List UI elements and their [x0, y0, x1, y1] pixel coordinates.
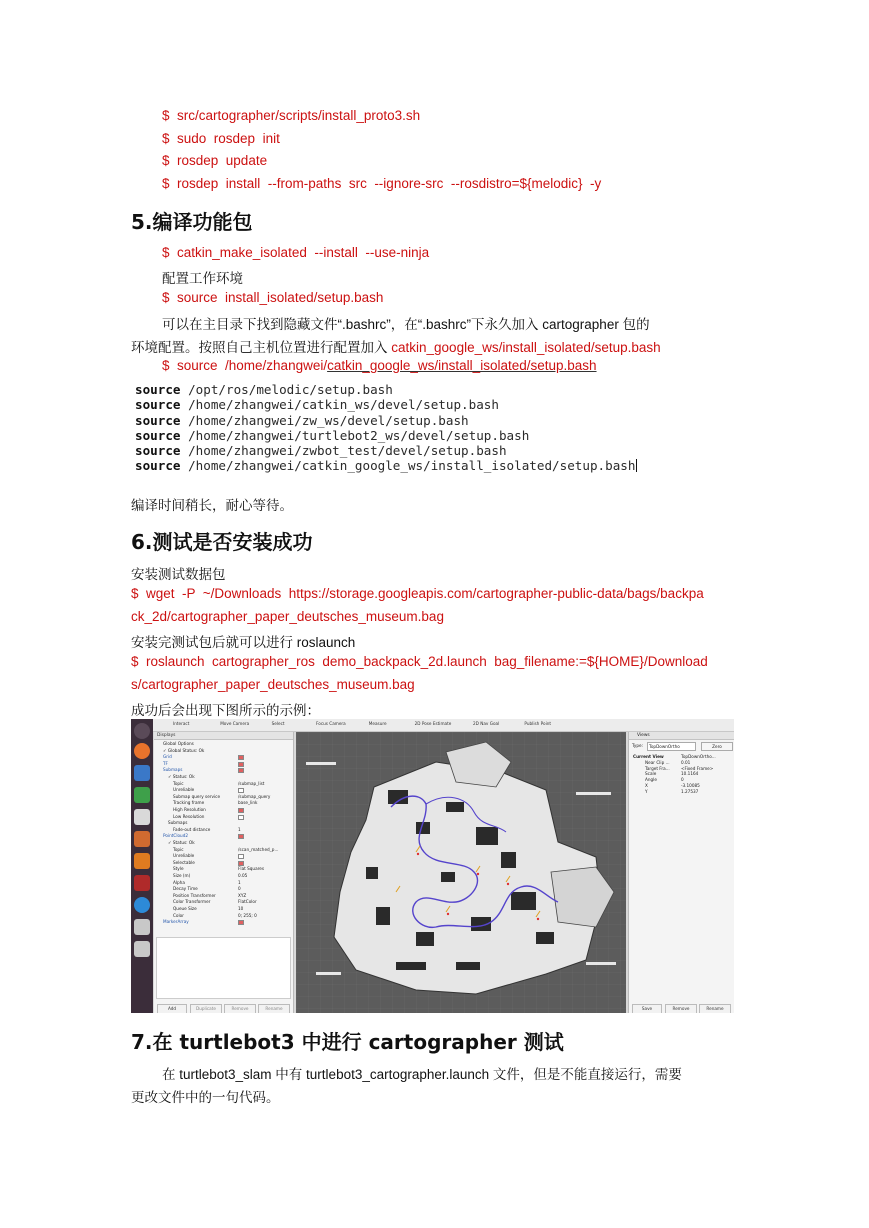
turtlebot3-paragraph-line1: 在 turtlebot3_slam 中有 turtlebot3_cartographer.launch 文件，但是不能直接运行，需要: [162, 1067, 682, 1082]
display-tree-label: Unreliable: [173, 853, 195, 859]
cmd-wget-line1: $ wget -P ~/Downloads https://storage.googleapis.com/cartographer-public-data/bags/backpa: [131, 586, 704, 601]
toolbar-tool[interactable]: Focus Camera: [316, 721, 346, 726]
display-tree-row[interactable]: [154, 893, 293, 898]
display-tree-checkbox[interactable]: [238, 768, 244, 773]
display-tree-label: TF: [163, 760, 168, 766]
display-tree-label: ✓ Status: Ok: [168, 840, 195, 845]
display-tree-row[interactable]: [154, 800, 293, 805]
view-prop-value: <Fixed Frame>: [681, 765, 714, 771]
display-tree-row[interactable]: [154, 833, 293, 838]
display-tree-row[interactable]: [154, 886, 293, 891]
views-panel: [628, 732, 734, 1013]
display-tree-row[interactable]: [154, 919, 293, 924]
rviz-icon-2: [134, 941, 150, 957]
calc-icon: [134, 787, 150, 803]
display-tree-checkbox[interactable]: [238, 815, 244, 820]
view-prop-key: Near Clip ...: [645, 759, 670, 765]
display-tree-label: Fade-out distance: [173, 826, 211, 832]
views-title: Views: [629, 732, 734, 740]
code-path: /home/zhangwei/turtlebot2_ws/devel/setup.bash: [188, 427, 530, 443]
display-tree-label: Size (m): [173, 873, 191, 878]
bashrc-code-block: [135, 382, 637, 474]
display-tree-row[interactable]: [154, 847, 293, 852]
display-tree-row[interactable]: [154, 754, 293, 759]
duplicate-button[interactable]: Duplicate: [190, 1004, 222, 1013]
display-tree-checkbox[interactable]: [238, 788, 244, 793]
display-tree-label: Grid: [163, 754, 172, 760]
display-tree-row[interactable]: [154, 787, 293, 792]
display-tree-label: Selectable: [173, 859, 195, 865]
bashrc-paragraph-line2: [131, 336, 661, 356]
display-tree-label: ✓ Status: Ok: [168, 774, 195, 779]
view-prop-value: TopDownOrtho...: [681, 754, 716, 759]
display-tree-value: 10: [238, 906, 244, 911]
display-tree-label: Global Options: [163, 741, 194, 746]
writer-icon: [134, 765, 150, 781]
display-tree-label: Submaps: [168, 820, 188, 826]
app-icon: [134, 875, 150, 891]
display-tree-row[interactable]: [154, 741, 293, 746]
description-box: [156, 937, 291, 999]
toolbar-tool[interactable]: Select: [271, 721, 285, 726]
cmd-wget-line2: ck_2d/cartographer_paper_deutsches_museum.bag: [131, 609, 444, 624]
views-type-select[interactable]: TopDownOrtho: [647, 742, 696, 751]
display-tree-label: MarkerArray: [163, 919, 189, 925]
cmd-source-home-prefix: $ source /home/zhangwei/: [162, 358, 328, 373]
display-tree-row[interactable]: [154, 814, 293, 819]
view-prop-key: Current View: [633, 754, 664, 759]
views-type-label: Type:: [632, 743, 644, 748]
cmd-source-home: [162, 358, 597, 373]
display-tree-label: ✓ Global Status: Ok: [163, 747, 205, 753]
display-tree-label: Topic: [173, 846, 184, 852]
view-prop-value: 1.27537: [681, 788, 699, 794]
display-tree-row[interactable]: [154, 866, 293, 871]
display-tree-row[interactable]: [154, 906, 293, 911]
bashrc-path: catkin_google_ws/install_isolated/setup.bash: [391, 340, 661, 355]
slam-map: [296, 732, 626, 1013]
display-tree-checkbox[interactable]: [238, 755, 244, 760]
code-keyword: source: [135, 412, 181, 428]
cmd-rosdep-update: $ rosdep update: [162, 153, 268, 168]
view-prop-key: Scale: [645, 771, 657, 777]
display-tree-label: Submap query service: [173, 793, 221, 799]
code-line: [135, 458, 637, 473]
display-tree-label: Alpha: [173, 879, 185, 885]
display-tree-row[interactable]: [154, 840, 293, 845]
display-tree-value: /submap_query: [238, 793, 271, 799]
display-tree-label: Tracking frame: [173, 800, 205, 806]
code-path: /home/zhangwei/catkin_ws/devel/setup.bash: [188, 397, 499, 413]
display-tree-checkbox[interactable]: [238, 808, 244, 813]
display-tree-row[interactable]: [154, 774, 293, 779]
display-tree-row[interactable]: [154, 807, 293, 812]
display-tree-label: Color Transformer: [173, 899, 211, 905]
display-tree-label: Low Resolution: [173, 813, 205, 819]
cmd-rosdep-init: $ sudo rosdep init: [162, 131, 280, 146]
display-tree-row[interactable]: [154, 794, 293, 799]
display-tree-checkbox[interactable]: [238, 762, 244, 767]
display-tree-checkbox[interactable]: [238, 920, 244, 925]
code-line: [135, 443, 637, 458]
display-tree-row[interactable]: [154, 820, 293, 825]
views-zero-button[interactable]: Zero: [701, 742, 733, 751]
display-tree-value: Flat Squares: [238, 866, 265, 872]
toolbar-tool[interactable]: 2D Pose Estimate: [414, 721, 452, 726]
heading-section-5: 5.编译功能包: [131, 210, 253, 234]
rename-display-button[interactable]: Rename: [258, 1004, 290, 1013]
code-line: [135, 413, 637, 428]
display-tree-label: Unreliable: [173, 787, 195, 793]
code-keyword: source: [135, 443, 181, 459]
bashrc-paragraph-line1: 可以在主目录下找到隐藏文件“.bashrc”，在“.bashrc”下永久加入 cartographer 包的: [162, 317, 650, 332]
display-tree-checkbox[interactable]: [238, 854, 244, 859]
display-tree-value: 1: [238, 879, 241, 885]
view-prop-key: X: [645, 783, 648, 788]
rviz-screenshot: [131, 719, 734, 1013]
display-tree-row[interactable]: [154, 827, 293, 832]
display-tree-row[interactable]: [154, 748, 293, 753]
rviz-icon: [134, 919, 150, 935]
cmd-roslaunch-line2: s/cartographer_paper_deutsches_museum.bag: [131, 677, 415, 692]
view-prop-value: 10.1164: [681, 771, 699, 777]
bashrc-paragraph-text: 环境配置。按照自己主机位置进行配置加入: [131, 340, 392, 355]
toolbar-tool[interactable]: 2D Nav Goal: [473, 721, 500, 726]
turtlebot3-paragraph-line2: 更改文件中的一句代码。: [131, 1090, 280, 1105]
view-prop-value: 0: [681, 777, 684, 783]
cmd-source-install: $ source install_isolated/setup.bash: [162, 290, 384, 305]
toolbar-tool[interactable]: Interact: [173, 721, 190, 726]
ubuntu-launcher: [131, 719, 153, 1013]
display-tree-label: Decay Time: [173, 886, 198, 892]
save-view-button[interactable]: Save: [632, 1004, 662, 1013]
display-tree-checkbox[interactable]: [238, 834, 244, 839]
view-prop-value: -3.10085: [681, 783, 700, 788]
display-tree-row[interactable]: [154, 761, 293, 766]
heading-section-6: 6.测试是否安装成功: [131, 530, 313, 554]
display-tree-value: 0.05: [238, 873, 248, 878]
code-keyword: source: [135, 397, 181, 413]
toolbar-tool[interactable]: Move Camera: [220, 721, 250, 726]
software-center-icon: [134, 853, 150, 869]
toolbar-tool[interactable]: Measure: [368, 721, 387, 726]
text-cursor: [636, 459, 637, 472]
display-tree-checkbox[interactable]: [238, 861, 244, 866]
view-prop-key: Y: [645, 788, 648, 794]
cmd-rosdep-install: $ rosdep install --from-paths src --ignore-src --rosdistro=${melodic} -y: [162, 176, 602, 191]
display-tree-value: FlatColor: [238, 899, 257, 905]
remove-display-button[interactable]: Remove: [224, 1004, 256, 1013]
display-tree-value: /scan_matched_p...: [238, 846, 279, 852]
map-view[interactable]: [296, 732, 626, 1013]
cmd-catkin-make: $ catkin_make_isolated --install --use-ninja: [162, 245, 430, 260]
view-prop-value: 0.01: [681, 759, 691, 765]
display-tree-label: Position Transformer: [173, 892, 216, 898]
code-path: /opt/ros/melodic/setup.bash: [188, 382, 393, 397]
display-tree-label: High Resolution: [173, 807, 206, 812]
impress-icon: [134, 831, 150, 847]
rviz-toolbar: [153, 719, 734, 732]
display-tree-label: Color: [173, 912, 184, 918]
add-button[interactable]: Add: [157, 1004, 187, 1013]
display-tree-row[interactable]: [154, 860, 293, 865]
view-prop-key: Target Fra...: [645, 765, 670, 771]
display-tree-value: base_link: [238, 800, 258, 806]
display-tree-row[interactable]: [154, 873, 293, 878]
code-path: /home/zhangwei/catkin_google_ws/install_isolated/setup.bash: [188, 458, 636, 474]
code-path: /home/zhangwei/zwbot_test/devel/setup.bash: [188, 443, 507, 459]
display-tree-value: XYZ: [238, 892, 247, 898]
cmd-install-proto3: $ src/cartographer/scripts/install_proto3.sh: [162, 108, 421, 123]
success-text: 成功后会出现下图所示的示例：: [131, 703, 320, 718]
display-tree-label: Queue Size: [173, 906, 197, 911]
display-tree-label: PointCloud2: [163, 833, 189, 839]
code-keyword: source: [135, 427, 181, 443]
dash-icon: [134, 723, 150, 739]
display-tree-label: Submaps: [163, 767, 183, 773]
toolbar-tool[interactable]: Publish Point: [524, 721, 552, 726]
config-env-text: 配置工作环境: [162, 271, 243, 286]
after-install-text: 安装完测试包后就可以进行 roslaunch: [131, 635, 356, 650]
firefox-icon: [134, 743, 150, 759]
display-tree-value: 0: [238, 886, 241, 892]
rename-view-button[interactable]: Rename: [699, 1004, 731, 1013]
display-tree-row[interactable]: [154, 853, 293, 858]
displays-title: Displays: [154, 732, 293, 740]
code-keyword: source: [135, 382, 181, 397]
heading-section-7: 7.在 turtlebot3 中进行 cartographer 测试: [131, 1030, 564, 1054]
code-path: /home/zhangwei/zw_ws/devel/setup.bash: [188, 412, 469, 428]
display-tree-label: Style: [173, 866, 184, 872]
wait-note: 编译时间稍长，耐心等待。: [131, 498, 293, 513]
cmd-source-home-path: catkin_google_ws/install_isolated/setup.bash: [327, 358, 597, 373]
display-tree-value: /submap_list: [238, 780, 265, 786]
displays-panel: [154, 732, 294, 1013]
code-line: [135, 428, 637, 443]
display-tree-row[interactable]: [154, 767, 293, 772]
display-tree-label: Topic: [173, 780, 184, 786]
install-test-pkg-text: 安装测试数据包: [131, 567, 226, 582]
display-tree-row[interactable]: [154, 880, 293, 885]
code-line: [135, 397, 637, 412]
display-tree-row[interactable]: [154, 899, 293, 904]
remove-view-button[interactable]: Remove: [665, 1004, 697, 1013]
teamviewer-icon: [134, 897, 150, 913]
display-tree-row[interactable]: [154, 781, 293, 786]
view-prop-key: Angle: [645, 777, 657, 783]
display-tree-row[interactable]: [154, 913, 293, 918]
display-tree-value: 1: [238, 826, 241, 832]
code-keyword: source: [135, 458, 181, 474]
display-tree-value: 0; 255; 0: [238, 912, 257, 918]
cmd-roslaunch-line1: $ roslaunch cartographer_ros demo_backpack_2d.launch bag_filename:=${HOME}/Download: [131, 654, 708, 669]
code-line: [135, 382, 637, 397]
files-icon: [134, 809, 150, 825]
